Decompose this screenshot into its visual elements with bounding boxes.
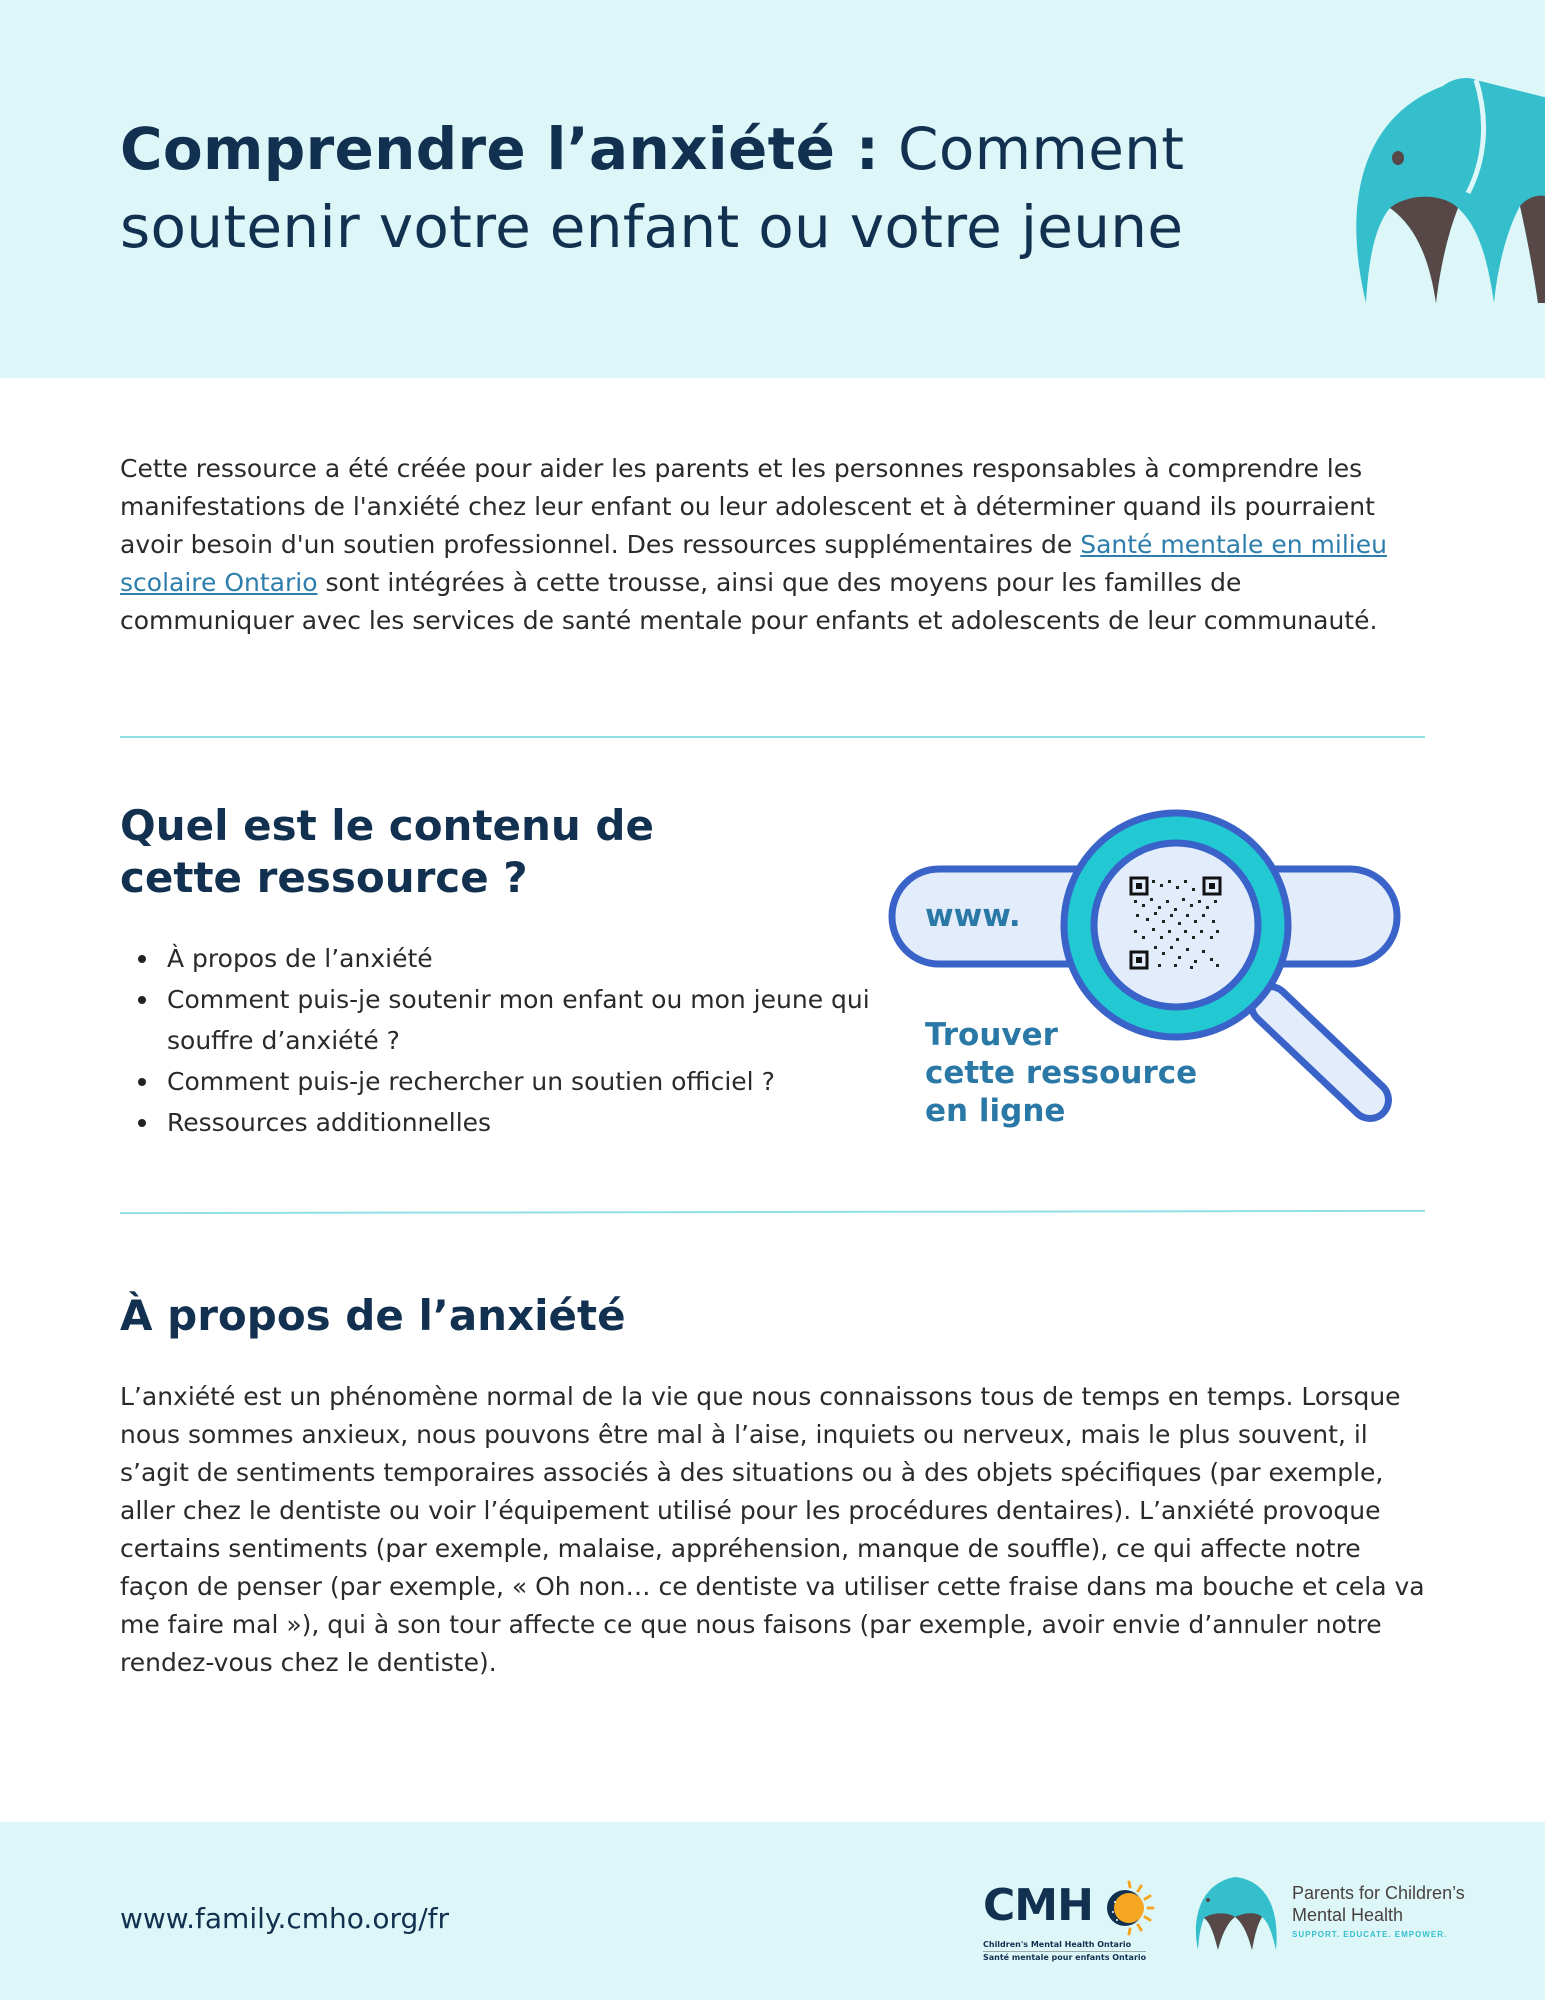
find-line2: cette ressource xyxy=(925,1055,1198,1091)
intro-paragraph xyxy=(120,450,1420,640)
sun-moon-icon xyxy=(1103,1878,1155,1938)
list-item: À propos de l’anxiété xyxy=(120,938,880,979)
intro-text-start: Cette ressource a été créée pour aider les parents et les personnes responsables à comprendre les manifestations de l'anxiété chez leur enfant ou leur adolescent et à déterminer quand ils pourraient avoir besoin d'un soutien professionnel. Des ressources supplémentaires de xyxy=(120,454,1375,559)
cmho-subtitle-en: Children's Mental Health Ontario xyxy=(983,1940,1132,1949)
about-heading: À propos de l’anxiété xyxy=(120,1291,626,1340)
pcmh-name-line1: Parents for Children’s xyxy=(1292,1883,1465,1903)
cmho-logo xyxy=(983,1870,1153,1962)
page-title xyxy=(120,110,1320,266)
list-item: Comment puis-je soutenir mon enfant ou mon jeune qui souffre d’anxiété ? xyxy=(120,979,880,1061)
find-line1: Trouver xyxy=(925,1017,1058,1053)
contents-list xyxy=(120,938,880,1143)
header-banner xyxy=(0,0,1545,378)
pcmh-tagline: SUPPORT. EDUCATE. EMPOWER. xyxy=(1292,1930,1448,1939)
divider xyxy=(120,736,1425,738)
find-online-label[interactable] xyxy=(925,1016,1197,1130)
cmho-subtitle-fr: Santé mentale pour enfants Ontario xyxy=(983,1953,1147,1962)
pcmh-name xyxy=(1292,1882,1465,1926)
elephant-icon xyxy=(1348,58,1545,308)
pcmh-name-line2: Mental Health xyxy=(1292,1905,1404,1925)
title-bold: Comprendre l’anxiété : xyxy=(120,115,880,183)
www-label: www. xyxy=(925,898,1021,934)
qr-code-icon xyxy=(1130,878,1222,970)
title-light-line1: Comment xyxy=(879,115,1185,183)
about-paragraph: L’anxiété est un phénomène normal de la vie que nous connaissons tous de temps en temps. Lorsque nous sommes anxieux, nous pouvons être mal à l’aise, inquiets ou nerveux, mais le plus souvent, il s’agit de sentiments temporaires associés à des situations ou à des objets spécifiques (par exemple, aller chez le dentiste ou voir l’équipement utilisé pour les procédures dentaires). L’anxiété provoque certains sentiments (par exemple, malaise, appréhension, manque de souffle), ce qui affecte notre façon de penser (par exemple, « Oh non… ce dentiste va utiliser cette fraise dans ma bouche et cela va me faire mal »), qui à son tour affecte ce que nous faisons (par exemple, avoir envie d’annuler notre rendez-vous chez le dentiste). xyxy=(120,1382,1425,1677)
list-item: Ressources additionnelles xyxy=(120,1102,880,1143)
contents-heading xyxy=(120,800,654,904)
title-light-line2: soutenir votre enfant ou votre jeune xyxy=(120,193,1184,261)
intro-text-end: sont intégrées à cette trousse, ainsi que des moyens pour les familles de communiquer avec les services de santé mentale pour enfants et adolescents de leur communauté. xyxy=(120,568,1378,635)
footer xyxy=(0,1822,1545,2000)
list-item: Comment puis-je rechercher un soutien officiel ? xyxy=(120,1061,880,1102)
school-mental-health-link[interactable]: Santé mentale en milieu scolaire Ontario xyxy=(120,530,1387,597)
find-line3: en ligne xyxy=(925,1093,1066,1129)
contents-heading-line1: Quel est le contenu de xyxy=(120,801,654,850)
contents-heading-line2: cette ressource ? xyxy=(120,853,528,902)
cmho-wordmark: CMH xyxy=(983,1880,1093,1931)
footer-url-link[interactable]: www.family.cmho.org/fr xyxy=(120,1902,450,1935)
divider xyxy=(120,1210,1425,1214)
pcmh-elephant-icon xyxy=(1190,1872,1280,1952)
